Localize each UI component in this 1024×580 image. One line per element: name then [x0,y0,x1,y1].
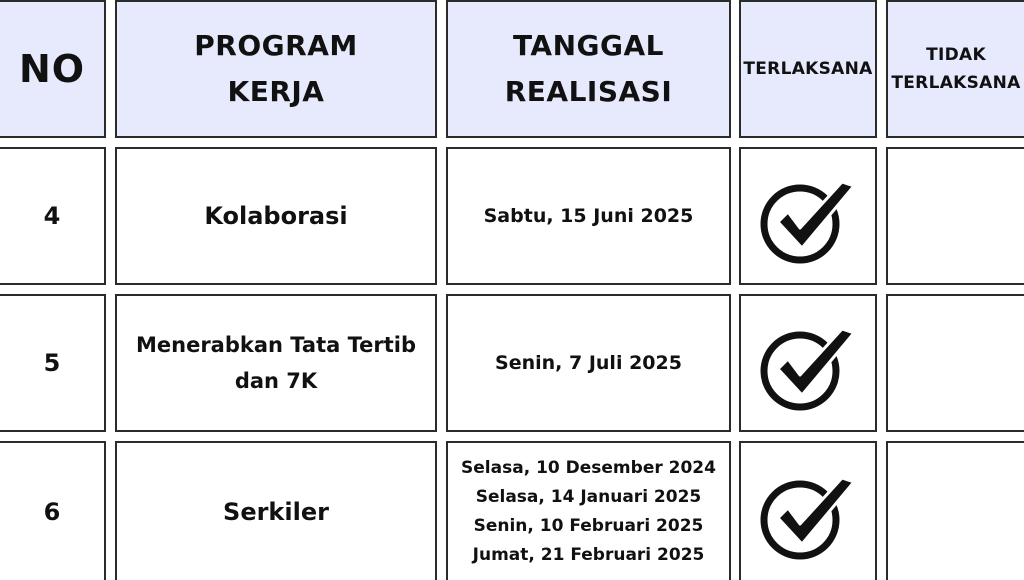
row-date: Senin, 7 Juli 2025 [495,352,682,374]
check-circle-icon [758,166,858,266]
row-date: Sabtu, 15 Juni 2025 [483,205,694,227]
table-row-program [115,294,437,432]
header-tidak-line1: TIDAK [926,45,986,65]
table-row-terlaksana [739,147,877,285]
check-circle-icon [758,462,858,562]
header-tanggal-line1: TANGGAL [512,29,664,62]
header-program-kerja [115,0,437,138]
table-row-tidak-terlaksana [886,294,1024,432]
header-no-label: NO [18,47,86,91]
table-row-terlaksana [739,441,877,580]
table-row-program [115,441,437,580]
check-circle-icon [758,313,858,413]
header-terlaksana [739,0,877,138]
table-row-date [446,294,731,432]
table-row-date [446,147,731,285]
row-program: Menerabkan Tata Tertib dan 7K [135,333,416,393]
row-date: Jumat, 21 Februari 2025 [472,545,705,565]
row-number: 5 [43,349,61,377]
row-date: Selasa, 10 Desember 2024 [461,458,716,478]
table-row-no [0,441,106,580]
header-tanggal-realisasi [446,0,731,138]
table-row-date [446,441,731,580]
row-number: 6 [43,498,61,526]
table-row-tidak-terlaksana [886,147,1024,285]
header-tanggal-line2: REALISASI [504,75,673,108]
table-row-program [115,147,437,285]
table-row-tidak-terlaksana [886,441,1024,580]
row-program: Kolaborasi [204,202,348,230]
header-terlaksana-label: TERLAKSANA [743,59,873,79]
table-row-no [0,147,106,285]
header-program-line2: KERJA [227,75,325,108]
row-date-list [461,454,716,570]
header-tidak-line2: TERLAKSANA [891,73,1021,93]
row-date: Selasa, 14 Januari 2025 [475,487,702,507]
header-program-line1: PROGRAM [194,29,358,62]
row-program: Serkiler [223,498,329,526]
header-tidak-terlaksana [886,0,1024,138]
row-date: Senin, 10 Februari 2025 [473,516,704,536]
table-row-terlaksana [739,294,877,432]
row-number: 4 [43,202,61,230]
header-no [0,0,106,138]
table-row-no [0,294,106,432]
